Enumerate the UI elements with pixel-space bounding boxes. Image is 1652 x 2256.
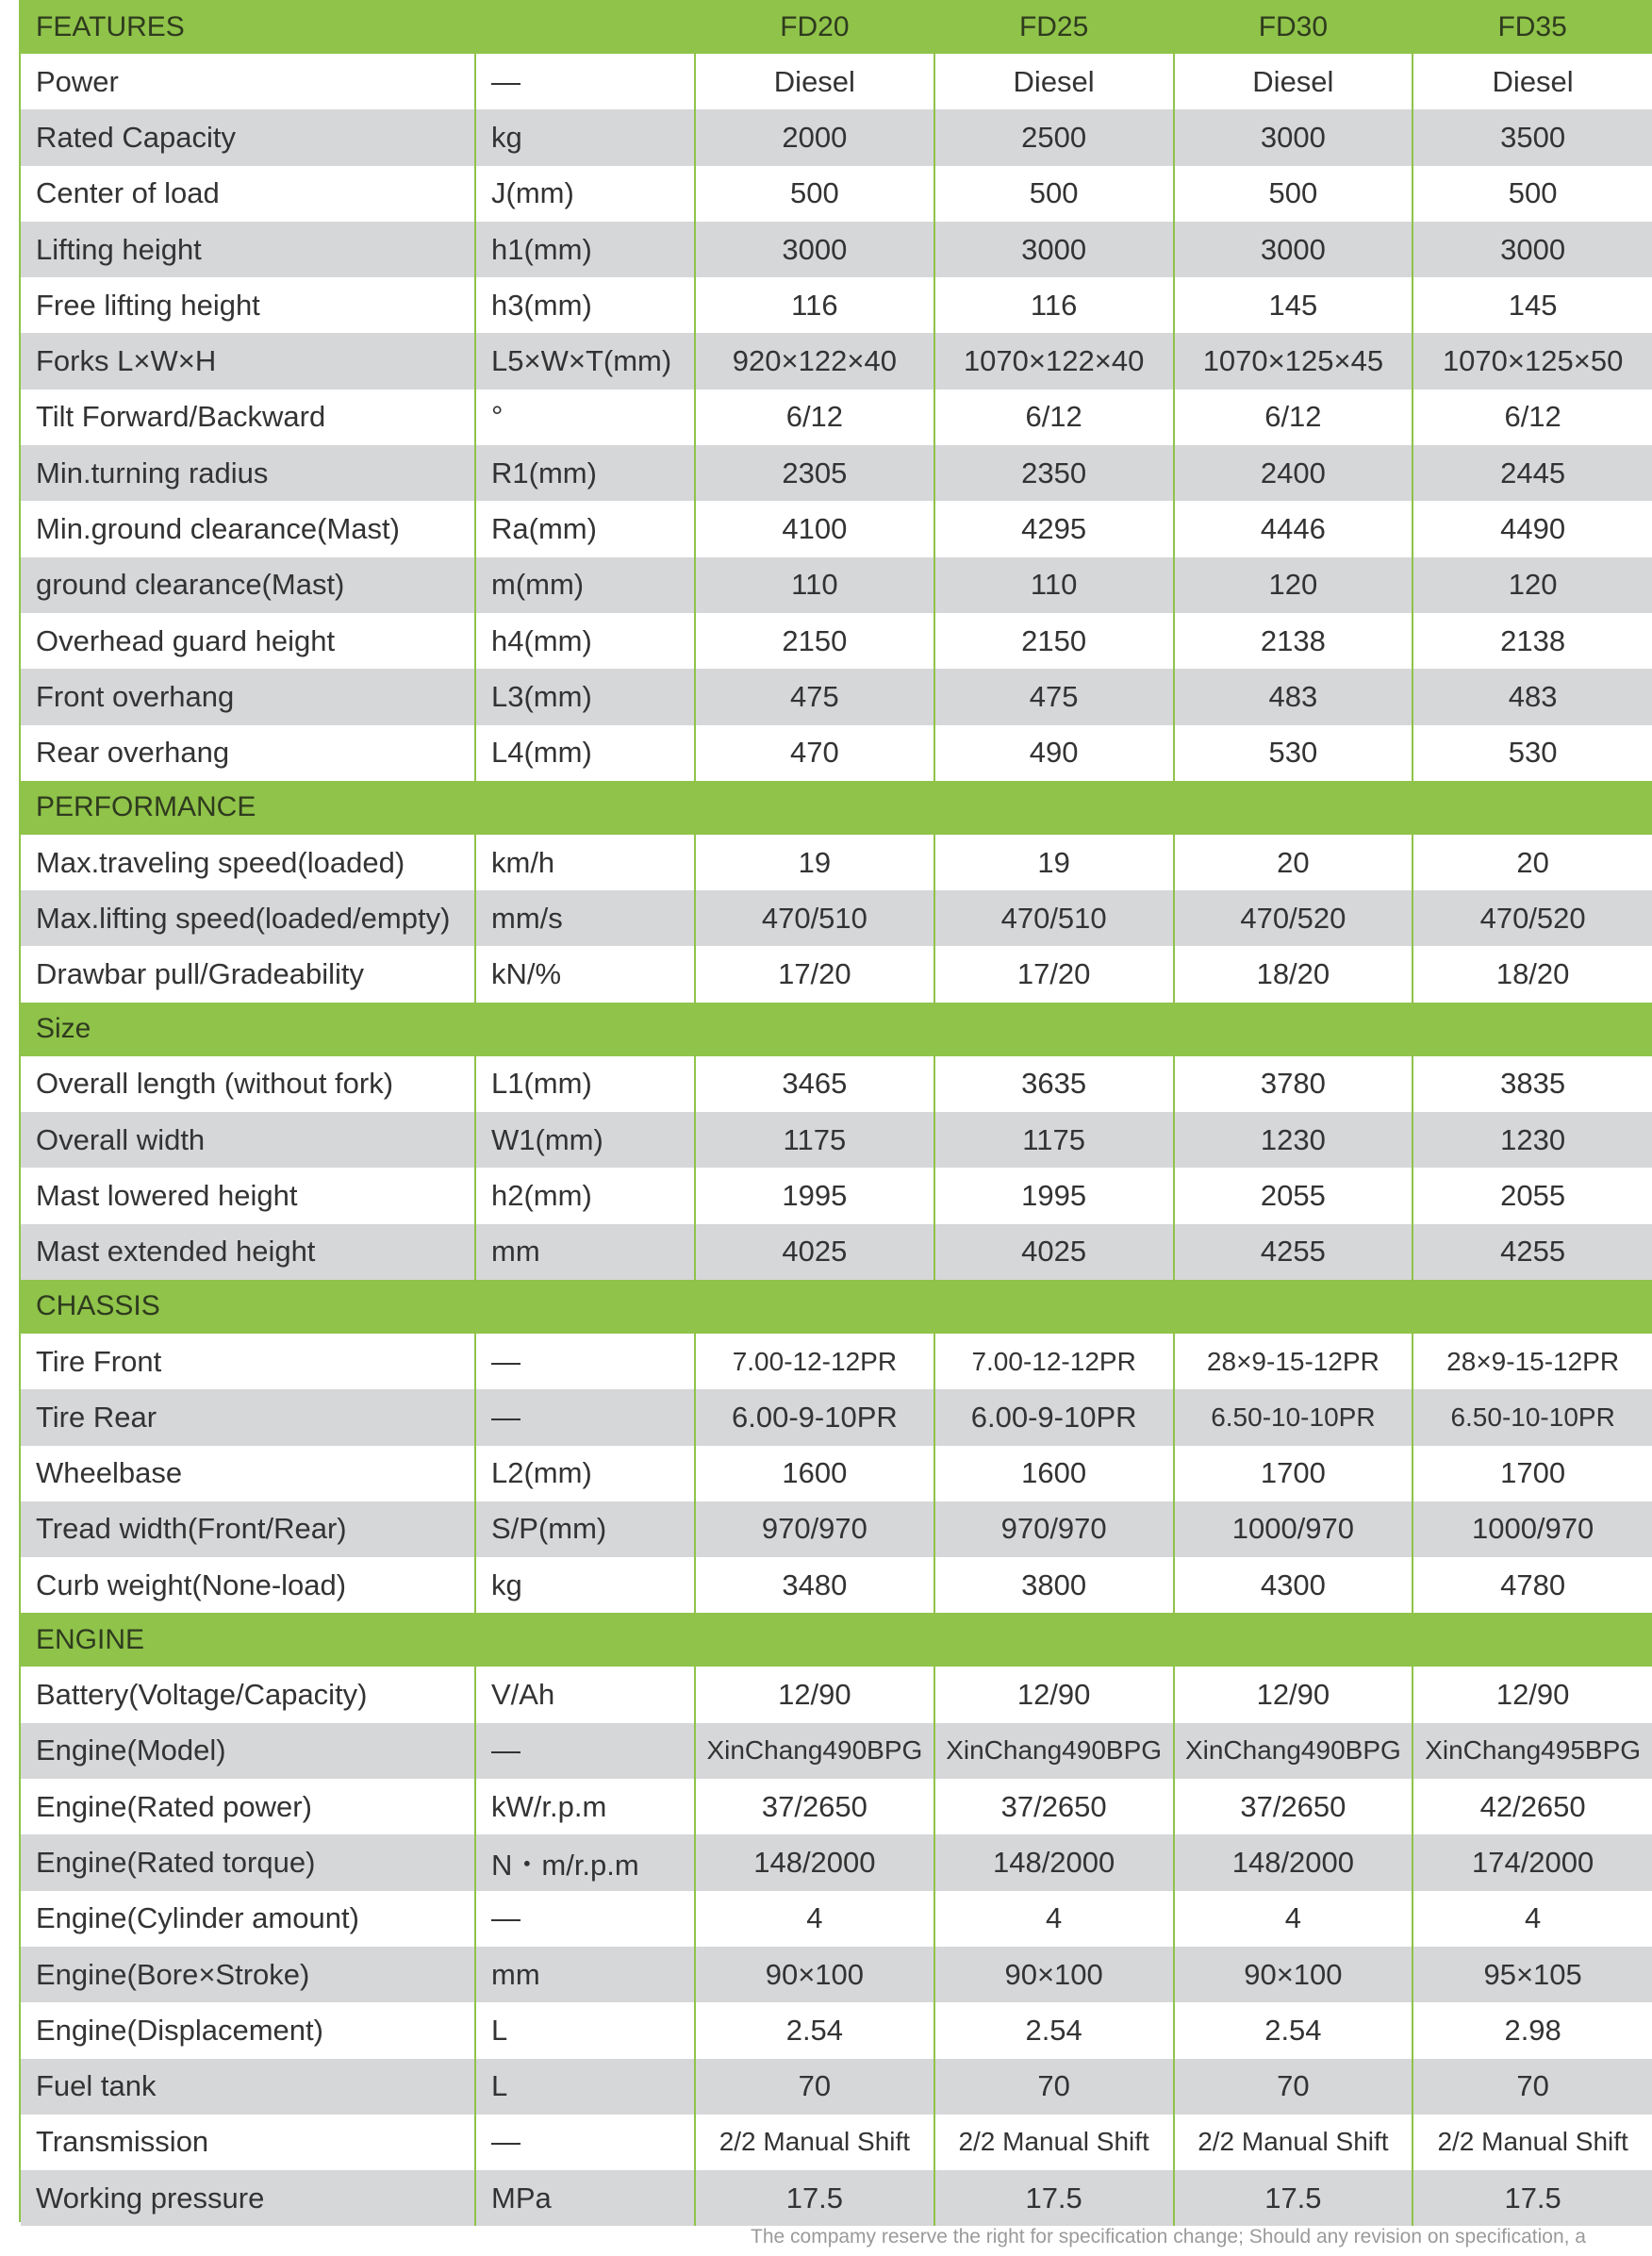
value-cell-fd30: 70 [1174, 2059, 1413, 2115]
value-cell-fd30: 3000 [1174, 109, 1413, 165]
unit-cell: MPa [475, 2170, 695, 2226]
value-cell-fd35: 3835 [1412, 1056, 1652, 1112]
table-row [21, 2170, 1652, 2226]
unit-cell: — [475, 54, 695, 109]
feature-label: Overall width [21, 1112, 475, 1168]
value-cell-fd25: 1175 [934, 1112, 1174, 1168]
value-cell-fd25: 6/12 [934, 390, 1174, 445]
table-row [21, 2115, 1652, 2170]
value-cell-fd35: 4 [1412, 1891, 1652, 1947]
table-row [21, 1389, 1652, 1445]
table-row [21, 54, 1652, 109]
value-cell-fd25: 7.00-12-12PR [934, 1334, 1174, 1389]
section-spacer [695, 1280, 934, 1334]
feature-label: Front overhang [21, 669, 475, 724]
value-cell-fd30: 2/2 Manual Shift [1174, 2115, 1413, 2170]
feature-label: Engine(Cylinder amount) [21, 1891, 475, 1947]
table-row [21, 835, 1652, 890]
unit-cell: h4(mm) [475, 613, 695, 669]
section-spacer [695, 1003, 934, 1056]
table-row [21, 2059, 1652, 2115]
value-cell-fd30: 145 [1174, 277, 1413, 333]
value-cell-fd20: 2/2 Manual Shift [695, 2115, 934, 2170]
feature-label: Overhead guard height [21, 613, 475, 669]
value-cell-fd25: XinChang490BPG [934, 1723, 1174, 1779]
unit-cell: h2(mm) [475, 1168, 695, 1223]
value-cell-fd30: 6/12 [1174, 390, 1413, 445]
value-cell-fd20: 19 [695, 835, 934, 890]
value-cell-fd35: 2055 [1412, 1168, 1652, 1223]
table-row [21, 890, 1652, 946]
unit-cell: mm/s [475, 890, 695, 946]
unit-cell: L1(mm) [475, 1056, 695, 1112]
table-row [21, 669, 1652, 724]
value-cell-fd25: 1600 [934, 1446, 1174, 1501]
table-row [21, 946, 1652, 1002]
section-spacer [934, 781, 1174, 835]
section-spacer [1174, 1613, 1413, 1667]
value-cell-fd35: 145 [1412, 277, 1652, 333]
unit-cell: h3(mm) [475, 277, 695, 333]
section-spacer [1174, 781, 1413, 835]
value-cell-fd30: 3780 [1174, 1056, 1413, 1112]
value-cell-fd20: 37/2650 [695, 1779, 934, 1834]
value-cell-fd20: 475 [695, 669, 934, 724]
section-title: Size [21, 1003, 475, 1056]
table-row [21, 1168, 1652, 1223]
table-row [21, 1224, 1652, 1280]
value-cell-fd30: 18/20 [1174, 946, 1413, 1002]
value-cell-fd25: 2150 [934, 613, 1174, 669]
table-row [21, 1112, 1652, 1168]
model-column-header: FD20 [695, 0, 934, 54]
unit-cell: — [475, 1891, 695, 1947]
footnote: The compamy reserve the right for specification change; Should any revision on specification, a [751, 2226, 1586, 2248]
spec-table-body [21, 0, 1652, 2226]
section-spacer [1174, 1280, 1413, 1334]
section-spacer [695, 1613, 934, 1667]
value-cell-fd20: 70 [695, 2059, 934, 2115]
value-cell-fd30: 530 [1174, 725, 1413, 781]
section-header-row [21, 1003, 1652, 1056]
value-cell-fd25: 19 [934, 835, 1174, 890]
value-cell-fd25: 2/2 Manual Shift [934, 2115, 1174, 2170]
section-spacer [934, 1280, 1174, 1334]
value-cell-fd25: 4295 [934, 501, 1174, 556]
value-cell-fd25: 3000 [934, 222, 1174, 277]
value-cell-fd20: 17/20 [695, 946, 934, 1002]
value-cell-fd20: 1995 [695, 1168, 934, 1223]
value-cell-fd20: 4100 [695, 501, 934, 556]
value-cell-fd35: 174/2000 [1412, 1834, 1652, 1890]
value-cell-fd35: 42/2650 [1412, 1779, 1652, 1834]
value-cell-fd30: 2.54 [1174, 2002, 1413, 2058]
table-row [21, 557, 1652, 613]
unit-cell: kg [475, 109, 695, 165]
table-row [21, 501, 1652, 556]
value-cell-fd30: 1000/970 [1174, 1501, 1413, 1557]
value-cell-fd30: 4300 [1174, 1557, 1413, 1613]
value-cell-fd30: 148/2000 [1174, 1834, 1413, 1890]
feature-label: Tilt Forward/Backward [21, 390, 475, 445]
value-cell-fd25: 4025 [934, 1224, 1174, 1280]
unit-cell: kN/% [475, 946, 695, 1002]
value-cell-fd25: 3635 [934, 1056, 1174, 1112]
feature-label: Engine(Rated power) [21, 1779, 475, 1834]
section-spacer [1174, 1003, 1413, 1056]
feature-label: Fuel tank [21, 2059, 475, 2115]
unit-cell: L4(mm) [475, 725, 695, 781]
value-cell-fd25: 70 [934, 2059, 1174, 2115]
value-cell-fd20: 2305 [695, 445, 934, 501]
value-cell-fd20: 17.5 [695, 2170, 934, 2226]
section-spacer [1412, 781, 1652, 835]
value-cell-fd25: 475 [934, 669, 1174, 724]
feature-label: Rear overhang [21, 725, 475, 781]
value-cell-fd20: 12/90 [695, 1667, 934, 1722]
value-cell-fd35: 3000 [1412, 222, 1652, 277]
table-row [21, 109, 1652, 165]
value-cell-fd35: 20 [1412, 835, 1652, 890]
value-cell-fd20: 110 [695, 557, 934, 613]
value-cell-fd20: 6/12 [695, 390, 934, 445]
unit-cell: kW/r.p.m [475, 1779, 695, 1834]
table-row [21, 1667, 1652, 1722]
value-cell-fd20: 1600 [695, 1446, 934, 1501]
unit-cell: W1(mm) [475, 1112, 695, 1168]
value-cell-fd25: 37/2650 [934, 1779, 1174, 1834]
value-cell-fd20: 4 [695, 1891, 934, 1947]
unit-cell: Ra(mm) [475, 501, 695, 556]
value-cell-fd35: 70 [1412, 2059, 1652, 2115]
section-spacer [1412, 1280, 1652, 1334]
feature-label: Power [21, 54, 475, 109]
value-cell-fd35: 500 [1412, 166, 1652, 222]
feature-label: Engine(Displacement) [21, 2002, 475, 2058]
feature-label: Tread width(Front/Rear) [21, 1501, 475, 1557]
value-cell-fd35: 6/12 [1412, 390, 1652, 445]
unit-cell: ° [475, 390, 695, 445]
value-cell-fd25: 3800 [934, 1557, 1174, 1613]
value-cell-fd35: 6.50-10-10PR [1412, 1389, 1652, 1445]
value-cell-fd30: 1700 [1174, 1446, 1413, 1501]
value-cell-fd35: 470/520 [1412, 890, 1652, 946]
value-cell-fd35: 1000/970 [1412, 1501, 1652, 1557]
table-row [21, 1501, 1652, 1557]
value-cell-fd25: 116 [934, 277, 1174, 333]
feature-label: Battery(Voltage/Capacity) [21, 1667, 475, 1722]
value-cell-fd20: 3000 [695, 222, 934, 277]
table-row [21, 725, 1652, 781]
section-spacer [934, 1613, 1174, 1667]
section-spacer [475, 781, 695, 835]
value-cell-fd20: 148/2000 [695, 1834, 934, 1890]
value-cell-fd25: 148/2000 [934, 1834, 1174, 1890]
table-row [21, 1056, 1652, 1112]
value-cell-fd30: 20 [1174, 835, 1413, 890]
feature-label: Tire Front [21, 1334, 475, 1389]
feature-label: Curb weight(None-load) [21, 1557, 475, 1613]
value-cell-fd35: 1230 [1412, 1112, 1652, 1168]
feature-label: Wheelbase [21, 1446, 475, 1501]
section-header-row [21, 781, 1652, 835]
value-cell-fd20: 3480 [695, 1557, 934, 1613]
value-cell-fd30: 500 [1174, 166, 1413, 222]
value-cell-fd20: 4025 [695, 1224, 934, 1280]
feature-label: Rated Capacity [21, 109, 475, 165]
feature-label: Engine(Model) [21, 1723, 475, 1779]
value-cell-fd25: 4 [934, 1891, 1174, 1947]
table-row [21, 613, 1652, 669]
value-cell-fd20: 116 [695, 277, 934, 333]
value-cell-fd25: 970/970 [934, 1501, 1174, 1557]
feature-label: Max.lifting speed(loaded/empty) [21, 890, 475, 946]
value-cell-fd25: 17/20 [934, 946, 1174, 1002]
table-row [21, 1723, 1652, 1779]
value-cell-fd35: 1070×125×50 [1412, 333, 1652, 389]
unit-cell: — [475, 2115, 695, 2170]
value-cell-fd30: 4255 [1174, 1224, 1413, 1280]
value-cell-fd30: XinChang490BPG [1174, 1723, 1413, 1779]
value-cell-fd35: 4780 [1412, 1557, 1652, 1613]
value-cell-fd25: 6.00-9-10PR [934, 1389, 1174, 1445]
value-cell-fd30: 1070×125×45 [1174, 333, 1413, 389]
value-cell-fd30: 3000 [1174, 222, 1413, 277]
section-spacer [475, 1003, 695, 1056]
value-cell-fd35: 17.5 [1412, 2170, 1652, 2226]
unit-cell: mm [475, 1224, 695, 1280]
section-spacer [1412, 1613, 1652, 1667]
table-row [21, 277, 1652, 333]
feature-label: ground clearance(Mast) [21, 557, 475, 613]
value-cell-fd35: 530 [1412, 725, 1652, 781]
section-spacer [934, 1003, 1174, 1056]
table-row [21, 390, 1652, 445]
table-row [21, 1557, 1652, 1613]
section-title: ENGINE [21, 1613, 475, 1667]
unit-cell: km/h [475, 835, 695, 890]
value-cell-fd30: 90×100 [1174, 1947, 1413, 2002]
feature-label: Max.traveling speed(loaded) [21, 835, 475, 890]
feature-label: Free lifting height [21, 277, 475, 333]
unit-cell: h1(mm) [475, 222, 695, 277]
value-cell-fd25: 470/510 [934, 890, 1174, 946]
value-cell-fd20: Diesel [695, 54, 934, 109]
value-cell-fd25: 90×100 [934, 1947, 1174, 2002]
feature-label: Mast extended height [21, 1224, 475, 1280]
value-cell-fd20: 90×100 [695, 1947, 934, 2002]
value-cell-fd30: 37/2650 [1174, 1779, 1413, 1834]
value-cell-fd35: 4490 [1412, 501, 1652, 556]
value-cell-fd25: 490 [934, 725, 1174, 781]
section-header-row [21, 1280, 1652, 1334]
table-row [21, 166, 1652, 222]
value-cell-fd20: 1175 [695, 1112, 934, 1168]
unit-cell: L [475, 2059, 695, 2115]
spec-table [21, 0, 1652, 2226]
unit-cell: R1(mm) [475, 445, 695, 501]
value-cell-fd35: 18/20 [1412, 946, 1652, 1002]
section-spacer [475, 1613, 695, 1667]
value-cell-fd35: 2/2 Manual Shift [1412, 2115, 1652, 2170]
value-cell-fd20: 6.00-9-10PR [695, 1389, 934, 1445]
value-cell-fd20: 2000 [695, 109, 934, 165]
table-row [21, 1779, 1652, 1834]
unit-cell: — [475, 1389, 695, 1445]
value-cell-fd20: 500 [695, 166, 934, 222]
feature-label: Working pressure [21, 2170, 475, 2226]
value-cell-fd25: 2500 [934, 109, 1174, 165]
value-cell-fd30: Diesel [1174, 54, 1413, 109]
value-cell-fd35: 2445 [1412, 445, 1652, 501]
value-cell-fd35: 2.98 [1412, 2002, 1652, 2058]
feature-label: Drawbar pull/Gradeability [21, 946, 475, 1002]
unit-cell: L3(mm) [475, 669, 695, 724]
table-row [21, 2002, 1652, 2058]
unit-cell: J(mm) [475, 166, 695, 222]
value-cell-fd30: 2400 [1174, 445, 1413, 501]
value-cell-fd30: 12/90 [1174, 1667, 1413, 1722]
feature-label: Min.ground clearance(Mast) [21, 501, 475, 556]
unit-cell: V/Ah [475, 1667, 695, 1722]
value-cell-fd35: 95×105 [1412, 1947, 1652, 2002]
unit-cell: — [475, 1334, 695, 1389]
value-cell-fd35: 12/90 [1412, 1667, 1652, 1722]
value-cell-fd35: 483 [1412, 669, 1652, 724]
feature-label: Overall length (without fork) [21, 1056, 475, 1112]
value-cell-fd25: 2.54 [934, 2002, 1174, 2058]
table-row [21, 1891, 1652, 1947]
value-cell-fd25: Diesel [934, 54, 1174, 109]
feature-label: Min.turning radius [21, 445, 475, 501]
value-cell-fd35: 120 [1412, 557, 1652, 613]
section-spacer [1412, 1003, 1652, 1056]
value-cell-fd30: 470/520 [1174, 890, 1413, 946]
model-column-header: FD30 [1174, 0, 1413, 54]
feature-label: Center of load [21, 166, 475, 222]
value-cell-fd25: 2350 [934, 445, 1174, 501]
section-title: CHASSIS [21, 1280, 475, 1334]
table-row [21, 1334, 1652, 1389]
feature-label: Mast lowered height [21, 1168, 475, 1223]
value-cell-fd25: 110 [934, 557, 1174, 613]
feature-label: Lifting height [21, 222, 475, 277]
unit-cell: S/P(mm) [475, 1501, 695, 1557]
table-row [21, 1947, 1652, 2002]
value-cell-fd30: 2138 [1174, 613, 1413, 669]
unit-cell: L5×W×T(mm) [475, 333, 695, 389]
value-cell-fd30: 17.5 [1174, 2170, 1413, 2226]
value-cell-fd30: 2055 [1174, 1168, 1413, 1223]
value-cell-fd25: 12/90 [934, 1667, 1174, 1722]
value-cell-fd20: 470/510 [695, 890, 934, 946]
unit-cell: — [475, 1723, 695, 1779]
section-header-row [21, 0, 1652, 54]
unit-cell: m(mm) [475, 557, 695, 613]
section-spacer [695, 781, 934, 835]
value-cell-fd30: 483 [1174, 669, 1413, 724]
feature-label: Tire Rear [21, 1389, 475, 1445]
feature-label: Forks L×W×H [21, 333, 475, 389]
value-cell-fd35: XinChang495BPG [1412, 1723, 1652, 1779]
value-cell-fd30: 1230 [1174, 1112, 1413, 1168]
value-cell-fd25: 500 [934, 166, 1174, 222]
model-column-header: FD25 [934, 0, 1174, 54]
unit-cell: mm [475, 1947, 695, 2002]
value-cell-fd30: 4 [1174, 1891, 1413, 1947]
value-cell-fd30: 4446 [1174, 501, 1413, 556]
value-cell-fd25: 17.5 [934, 2170, 1174, 2226]
value-cell-fd20: 970/970 [695, 1501, 934, 1557]
value-cell-fd20: 2.54 [695, 2002, 934, 2058]
section-title: PERFORMANCE [21, 781, 475, 835]
value-cell-fd35: 28×9-15-12PR [1412, 1334, 1652, 1389]
section-title: FEATURES [21, 0, 475, 54]
table-row [21, 333, 1652, 389]
section-spacer [475, 0, 695, 54]
section-spacer [475, 1280, 695, 1334]
table-row [21, 1446, 1652, 1501]
value-cell-fd30: 28×9-15-12PR [1174, 1334, 1413, 1389]
value-cell-fd20: 470 [695, 725, 934, 781]
value-cell-fd25: 1070×122×40 [934, 333, 1174, 389]
value-cell-fd30: 120 [1174, 557, 1413, 613]
feature-label: Engine(Bore×Stroke) [21, 1947, 475, 2002]
unit-cell: N・m/r.p.m [475, 1834, 695, 1890]
value-cell-fd35: 3500 [1412, 109, 1652, 165]
value-cell-fd35: 1700 [1412, 1446, 1652, 1501]
value-cell-fd35: 4255 [1412, 1224, 1652, 1280]
feature-label: Transmission [21, 2115, 475, 2170]
unit-cell: L2(mm) [475, 1446, 695, 1501]
value-cell-fd20: XinChang490BPG [695, 1723, 934, 1779]
value-cell-fd20: 3465 [695, 1056, 934, 1112]
section-header-row [21, 1613, 1652, 1667]
value-cell-fd25: 1995 [934, 1168, 1174, 1223]
table-row [21, 222, 1652, 277]
value-cell-fd35: Diesel [1412, 54, 1652, 109]
model-column-header: FD35 [1412, 0, 1652, 54]
value-cell-fd30: 6.50-10-10PR [1174, 1389, 1413, 1445]
table-row [21, 445, 1652, 501]
value-cell-fd20: 920×122×40 [695, 333, 934, 389]
value-cell-fd20: 2150 [695, 613, 934, 669]
unit-cell: kg [475, 1557, 695, 1613]
feature-label: Engine(Rated torque) [21, 1834, 475, 1890]
value-cell-fd35: 2138 [1412, 613, 1652, 669]
unit-cell: L [475, 2002, 695, 2058]
value-cell-fd20: 7.00-12-12PR [695, 1334, 934, 1389]
table-row [21, 1834, 1652, 1890]
